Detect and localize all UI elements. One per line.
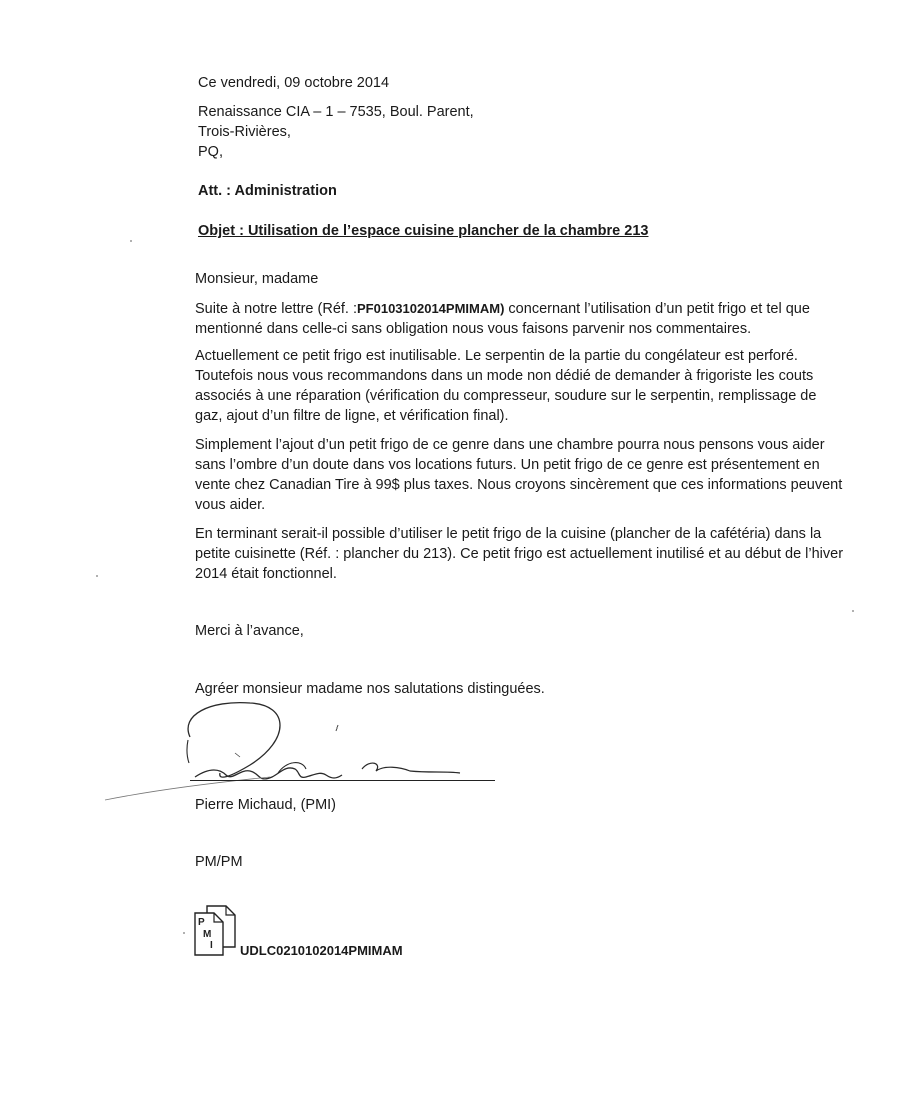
- reference-code: PF0103102014PMIMAM): [357, 301, 505, 316]
- signature-line: [190, 780, 495, 781]
- paragraph-1-body: concernant l’utilisation d’un petit frigo et tel que mentionné dans celle-ci sans obligation nous vous faisons parvenir nos commentaires.: [195, 301, 810, 337]
- attention-line: Att. : Administration: [198, 183, 337, 199]
- scan-speck: [183, 932, 185, 934]
- scan-speck: [336, 727, 338, 729]
- paragraph-3: Simplement l’ajout d’un petit frigo de ce genre dans une chambre pourra nous pensons vous aider sans l’ombre d’un doute dans vos locations futurs. Un petit frigo de ce genre est présentement en vente chez Canadian Tire à 99$ plus taxes. Nous croyons sincèrement que ces informations peuvent vous aider.: [195, 437, 843, 513]
- paragraph-2: Actuellement ce petit frigo est inutilisable. Le serpentin de la partie du congélateur est perforé. Toutefois nous vous recommandons dans un mode non dédié de demander à frigoriste les couts associés à une réparation (vérification du compresseur, soudure sur le serpentin, remplissage de gaz, ajout d’un filtre de ligne, et vérification final).: [195, 348, 817, 424]
- thanks-line: Merci à l’avance,: [195, 623, 304, 639]
- signatory-name: Pierre Michaud, (PMI): [195, 797, 337, 813]
- document-code: UDLC0210102014PMIMAM: [240, 943, 403, 958]
- subject-line: Objet : Utilisation de l’espace cuisine plancher de la chambre 213: [198, 223, 649, 239]
- letter-date: Ce vendredi, 09 octobre 2014: [198, 75, 390, 91]
- handwritten-signature: [100, 695, 500, 805]
- logo-letter-m: M: [203, 929, 212, 940]
- logo-letter-p: P: [198, 917, 205, 928]
- logo-letter-i: I: [210, 940, 213, 951]
- paragraph-1: [195, 299, 845, 339]
- pmi-document-logo: [193, 905, 237, 957]
- paragraph-4: En terminant serait-il possible d’utiliser le petit frigo de la cuisine (plancher de la cafétéria) dans la petite cuisinette (Réf. : plancher du 213). Ce petit frigo est actuellement inutilisé et au début de l’hiver 2014 était fonctionnel.: [195, 526, 844, 582]
- scan-speck: [852, 610, 854, 612]
- address-line-3: PQ,: [198, 144, 223, 160]
- salutation: Monsieur, madame: [195, 271, 319, 287]
- closing-line: Agréer monsieur madame nos salutations distinguées.: [195, 681, 545, 697]
- initials: PM/PM: [195, 854, 243, 870]
- address-line-1: Renaissance CIA – 1 – 7535, Boul. Parent,: [198, 104, 474, 120]
- scan-speck: [130, 240, 132, 242]
- paragraph-1-intro: Suite à notre lettre (Réf. :: [195, 301, 357, 317]
- address-line-2: Trois-Rivières,: [198, 124, 291, 140]
- scan-speck: [96, 575, 98, 577]
